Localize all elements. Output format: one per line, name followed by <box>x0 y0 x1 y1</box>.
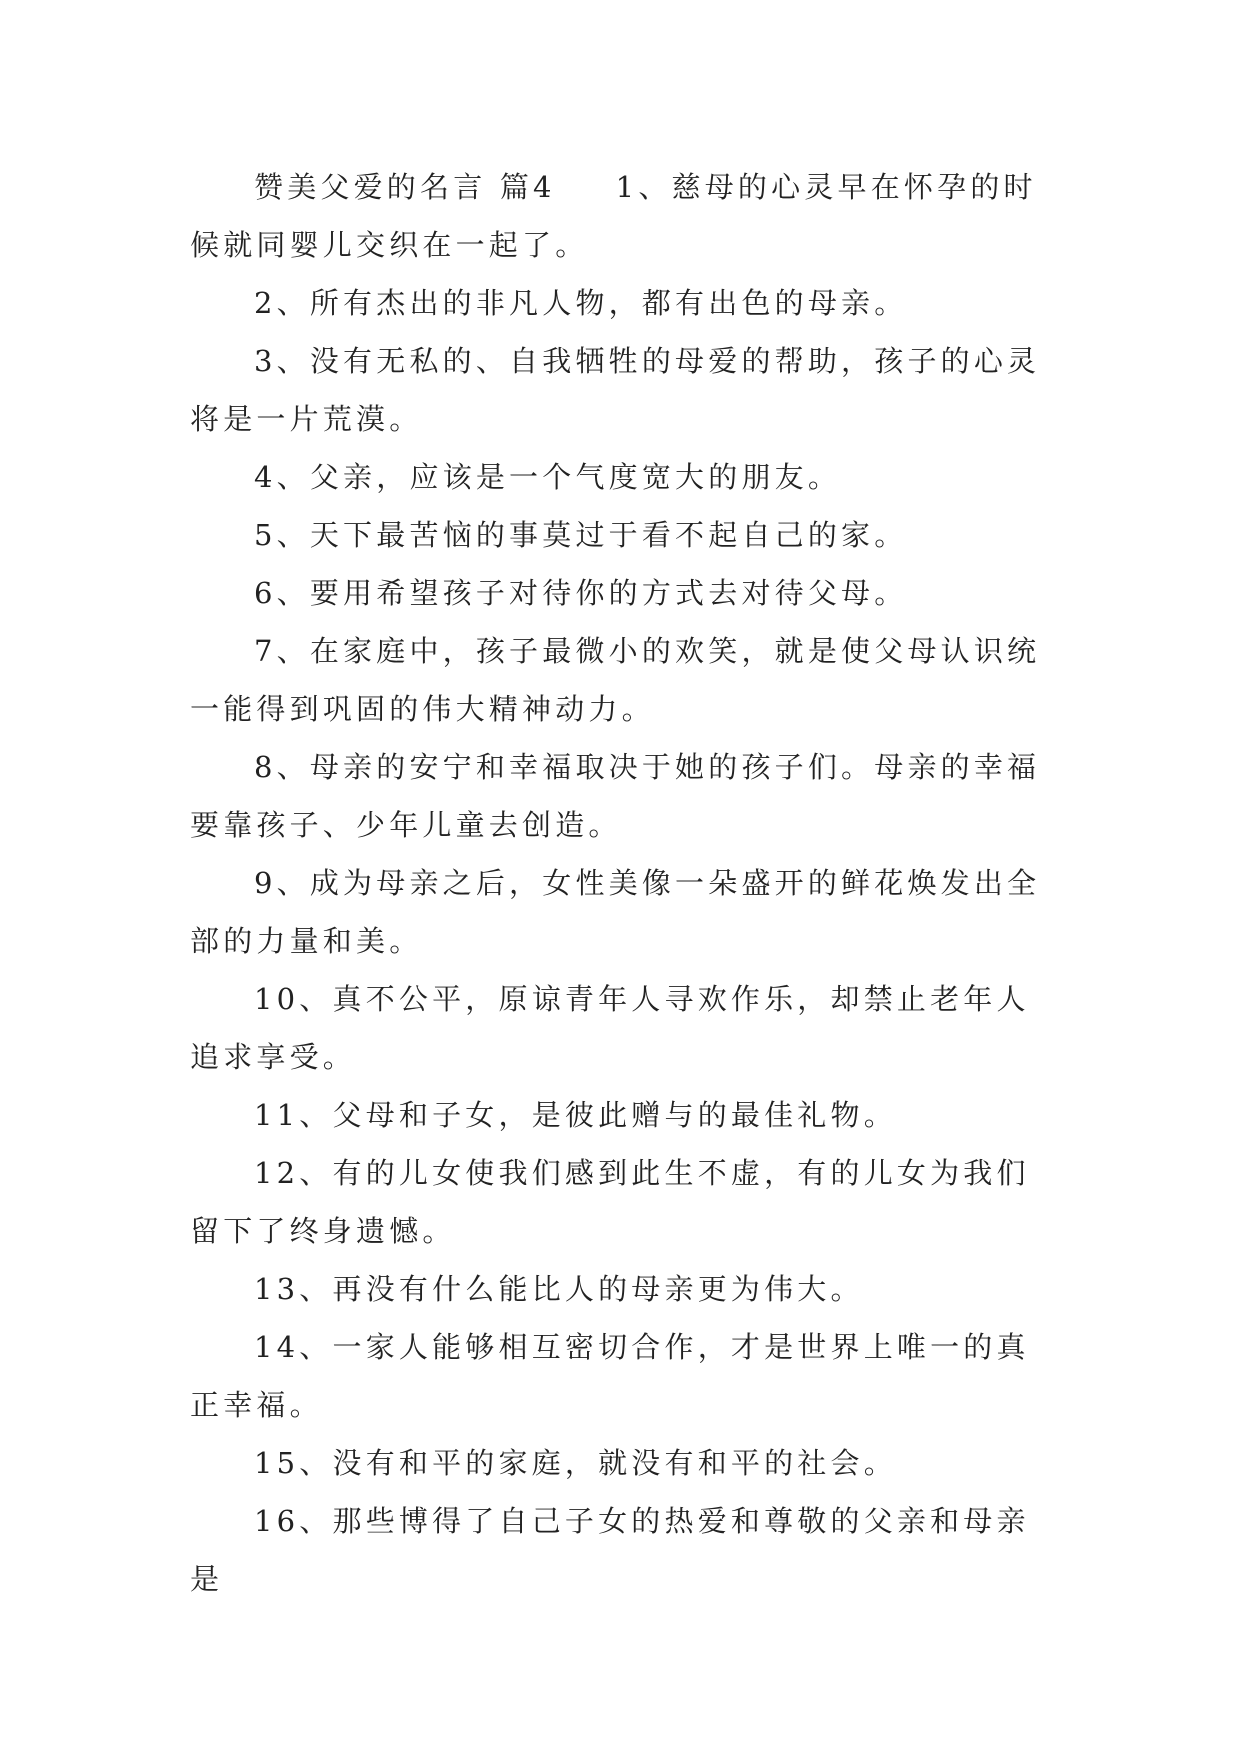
quote-14: 14、一家人能够相互密切合作，才是世界上唯一的真正幸福。 <box>190 1330 1030 1422</box>
quote-3: 3、没有无私的、自我牺牲的母爱的帮助，孩子的心灵将是一片荒漠。 <box>190 344 1041 436</box>
quote-13: 13、再没有什么能比人的母亲更为伟大。 <box>254 1272 864 1306</box>
quote-7: 7、在家庭中，孩子最微小的欢笑，就是使父母认识统一能得到巩固的伟大精神动力。 <box>190 634 1041 726</box>
document-body <box>190 158 1052 1608</box>
quote-10: 10、真不公平，原谅青年人寻欢作乐，却禁止老年人追求享受。 <box>190 982 1030 1074</box>
quote-2: 2、所有杰出的非凡人物，都有出色的母亲。 <box>254 286 908 320</box>
quote-8: 8、母亲的安宁和幸福取决于她的孩子们。母亲的幸福要靠孩子、少年儿童去创造。 <box>190 750 1041 842</box>
quote-6: 6、要用希望孩子对待你的方式去对待父母。 <box>254 576 908 610</box>
quote-16: 16、那些博得了自己子女的热爱和尊敬的父亲和母亲是 <box>190 1504 1030 1596</box>
section-heading: 赞美父爱的名言 篇4 <box>254 170 556 204</box>
quote-1: 1、慈母的心灵早在怀孕的时候就同婴儿交织在一起了。 <box>190 170 1037 262</box>
quote-5: 5、天下最苦恼的事莫过于看不起自己的家。 <box>254 518 908 552</box>
quote-9: 9、成为母亲之后，女性美像一朵盛开的鲜花焕发出全部的力量和美。 <box>190 866 1041 958</box>
quote-12: 12、有的儿女使我们感到此生不虚，有的儿女为我们留下了终身遗憾。 <box>190 1156 1030 1248</box>
quote-11: 11、父母和子女，是彼此赠与的最佳礼物。 <box>254 1098 897 1132</box>
quote-4: 4、父亲，应该是一个气度宽大的朋友。 <box>254 460 842 494</box>
quote-15: 15、没有和平的家庭，就没有和平的社会。 <box>254 1446 897 1480</box>
paragraph-heading-line <box>190 158 1052 274</box>
